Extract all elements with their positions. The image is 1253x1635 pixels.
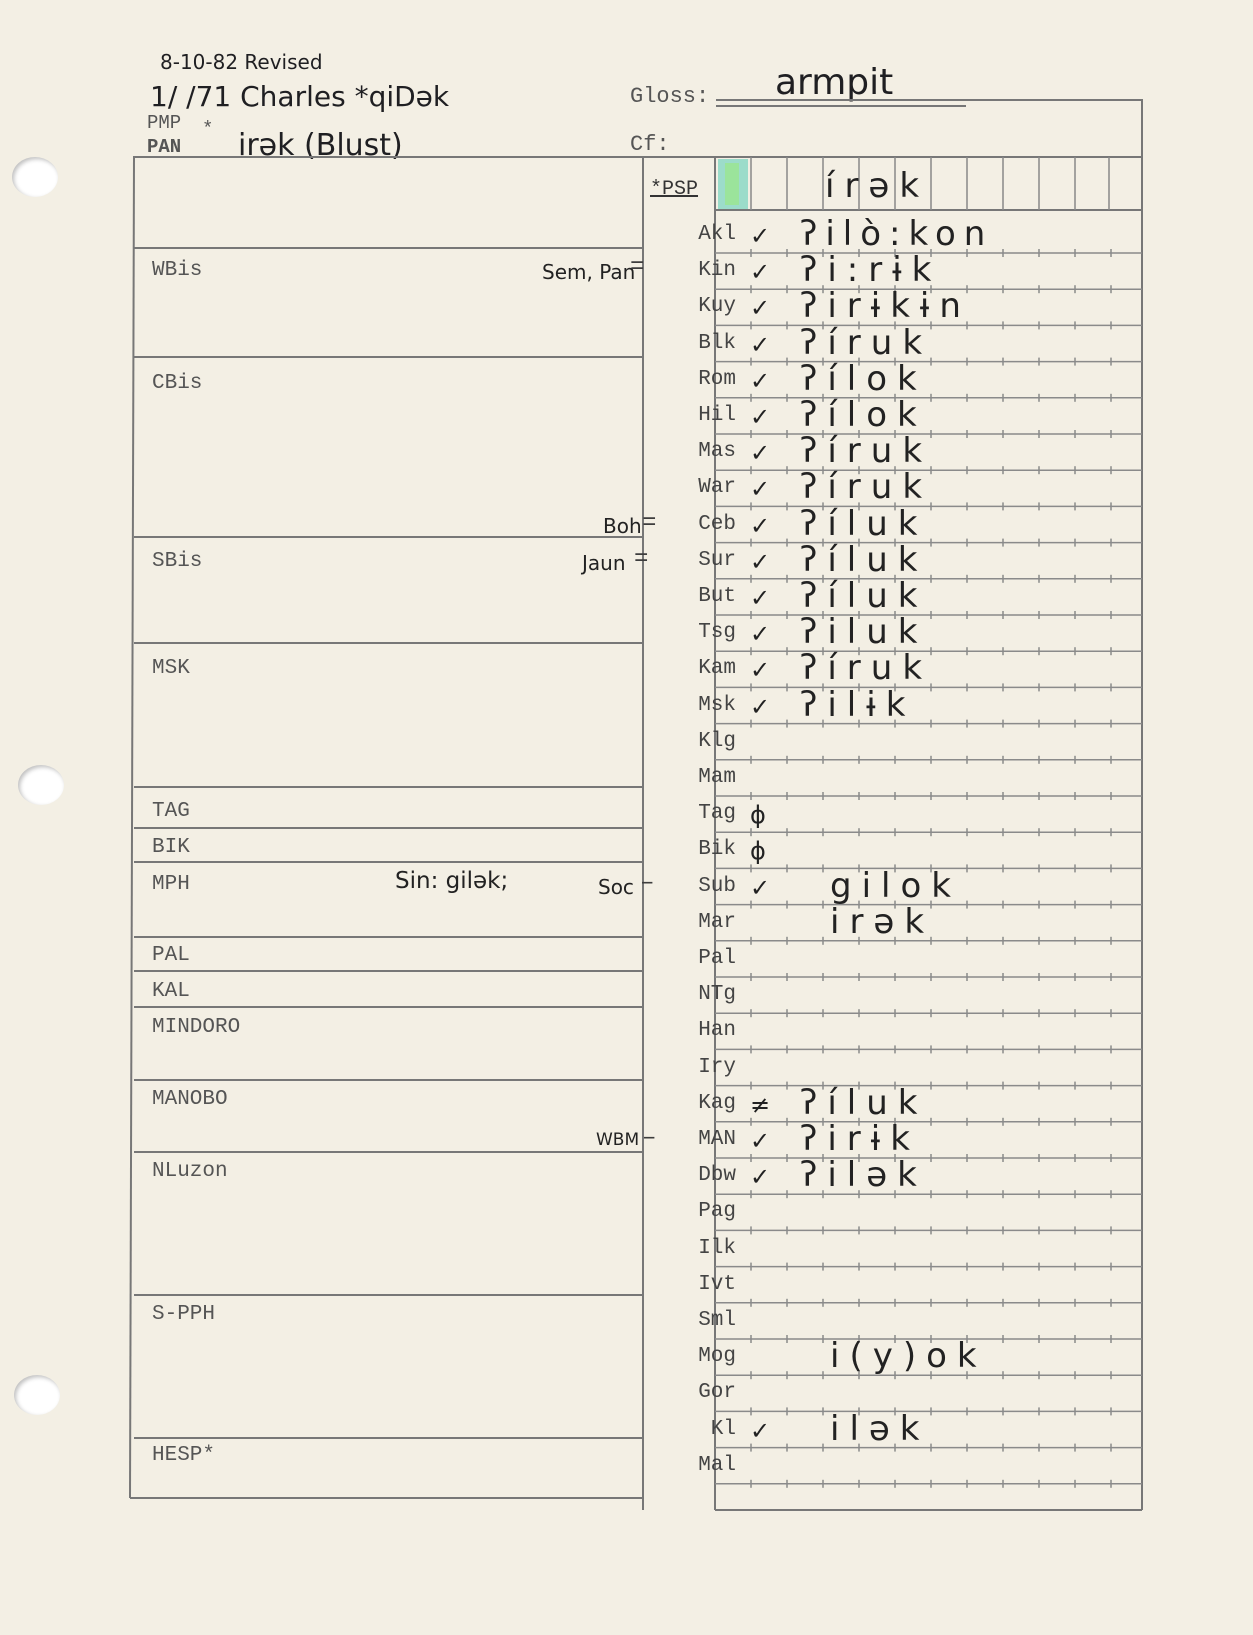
cognate-mark: ✓ xyxy=(750,1127,771,1155)
region-label: SBis xyxy=(152,550,203,573)
language-code: Kag xyxy=(698,1091,736,1115)
reflex-form: ʔíluk xyxy=(800,576,928,616)
language-code: Tsg xyxy=(698,621,736,645)
language-code: Ceb xyxy=(698,512,736,536)
language-code: Pal xyxy=(698,947,736,970)
language-code: Akl xyxy=(698,223,736,246)
cognate-mark: ✓ xyxy=(750,1416,771,1445)
reflex-form: ilək xyxy=(830,1408,930,1449)
reflex-form: irək xyxy=(830,901,935,942)
reflex-form: ʔíruk xyxy=(800,648,933,689)
cognate-mark: ϕ xyxy=(750,837,766,866)
language-code: Hil xyxy=(698,404,736,427)
cognate-mark: ✓ xyxy=(750,1163,771,1192)
reflex-form: ʔíluk xyxy=(800,503,928,544)
language-code: Sur xyxy=(698,548,736,572)
language-code: Bik xyxy=(698,838,736,862)
language-code: Kl xyxy=(710,1417,736,1441)
reflex-form: ʔirɨk xyxy=(800,1119,920,1159)
cognate-mark: ✓ xyxy=(750,439,771,468)
reflex-form: ʔilək xyxy=(800,1155,927,1196)
note-soc: Soc xyxy=(598,875,634,899)
cf-label: Cf: xyxy=(630,132,670,157)
language-code: Mar xyxy=(698,910,736,934)
cognate-mark: ✓ xyxy=(750,330,771,359)
language-code: Mam xyxy=(698,766,736,789)
language-code: Tag xyxy=(698,802,736,826)
cognate-mark: ✓ xyxy=(750,403,771,431)
cognate-mark: ✓ xyxy=(750,475,771,504)
language-code: NTg xyxy=(698,983,736,1007)
cognate-mark: ✓ xyxy=(750,511,771,540)
language-code: War xyxy=(698,476,736,500)
reflex-form: ʔi:rɨk xyxy=(800,250,942,291)
cognate-mark: ✓ xyxy=(750,873,771,902)
cognate-mark: ✓ xyxy=(750,584,771,612)
note-sem-pan: Sem, Pan xyxy=(542,260,636,284)
region-label: WBis xyxy=(152,259,203,282)
region-label: S-PPH xyxy=(152,1303,216,1326)
pmp-label: PMP xyxy=(147,112,182,134)
reflex-form: ʔíruk xyxy=(800,431,933,472)
region-label: NLuzon xyxy=(152,1160,228,1183)
language-code: Msk xyxy=(698,693,736,717)
language-code: Sub xyxy=(698,874,736,898)
language-code: Pag xyxy=(698,1200,736,1224)
cognate-mark: ✓ xyxy=(750,547,771,576)
language-code: Rom xyxy=(698,367,736,391)
note-boh: Boh xyxy=(603,514,642,538)
equals-jaun: = xyxy=(634,546,649,573)
reflex-form: ʔíruk xyxy=(800,467,933,508)
reflex-form: ʔílok xyxy=(800,395,927,435)
language-code: Sml xyxy=(698,1309,736,1332)
language-code: Ilk xyxy=(698,1236,736,1260)
language-code: Mog xyxy=(698,1345,736,1369)
region-label: BIK xyxy=(152,836,190,859)
note-sin: Sin: gilək; xyxy=(395,868,509,894)
region-label: PAL xyxy=(152,944,190,967)
language-code: Mas xyxy=(698,440,736,464)
psp-label: *PSP xyxy=(650,178,699,201)
reflex-form: i(y)ok xyxy=(830,1336,987,1377)
pan-form: irək (Blust) xyxy=(238,128,403,163)
reflex-form: ʔirɨkɨn xyxy=(800,286,971,327)
cognate-mark: ✓ xyxy=(750,366,771,395)
language-code: MAN xyxy=(698,1128,736,1151)
dash-wbm: – xyxy=(642,1125,657,1152)
cognate-mark: ✓ xyxy=(750,692,771,721)
region-label: MSK xyxy=(152,657,190,680)
note-jaun: Jaun xyxy=(582,551,626,575)
gloss-label: Gloss: xyxy=(630,84,710,109)
region-label: HESP* xyxy=(152,1444,216,1467)
region-label: MANOBO xyxy=(152,1088,228,1111)
language-code: Klg xyxy=(698,729,736,753)
region-label: KAL xyxy=(152,980,190,1003)
language-code: Han xyxy=(698,1019,736,1043)
cognate-mark: ≠ xyxy=(750,1090,771,1119)
language-code: Blk xyxy=(698,331,736,355)
reflex-form: ʔilò:kon xyxy=(800,214,994,254)
language-code: Kin xyxy=(698,259,736,283)
cognate-mark: ✓ xyxy=(750,258,771,287)
cognate-mark: ✓ xyxy=(750,656,771,685)
reflex-form: gilok xyxy=(830,865,961,906)
reflex-form: ʔíruk xyxy=(800,322,933,363)
language-code: Ivt xyxy=(698,1272,736,1296)
equals-boh: = xyxy=(642,510,657,537)
region-label: MINDORO xyxy=(152,1016,241,1039)
dash-soc: – xyxy=(640,870,655,897)
gloss-value: armpit xyxy=(775,62,894,103)
card-line: 1/ /71 Charles *qiDək xyxy=(150,80,450,113)
note-wbm: WBM xyxy=(596,1130,640,1150)
reflex-form: ʔíluk xyxy=(800,1082,928,1123)
cognate-mark: ✓ xyxy=(750,294,771,323)
cognate-mark: ϕ xyxy=(750,801,766,830)
region-label: TAG xyxy=(152,800,190,823)
language-code: Gor xyxy=(698,1381,736,1405)
cognate-mark: ✓ xyxy=(750,620,771,649)
pan-asterisk: * xyxy=(202,118,214,140)
date-line: 8-10-82 Revised xyxy=(160,50,323,74)
language-code: Iry xyxy=(698,1055,736,1079)
reflex-form: ʔilɨk xyxy=(800,684,916,725)
language-code: Dbw xyxy=(698,1164,736,1188)
language-code: Kuy xyxy=(698,295,736,319)
reflex-form: ʔiluk xyxy=(800,612,928,653)
reflex-form: ʔíluk xyxy=(800,539,928,580)
region-label: MPH xyxy=(152,873,190,896)
equals-sem: = xyxy=(630,254,645,281)
language-code: Mal xyxy=(698,1453,736,1477)
language-code: But xyxy=(698,585,736,608)
region-label: CBis xyxy=(152,372,203,395)
language-code: Kam xyxy=(698,657,736,681)
reflex-form: ʔílok xyxy=(800,358,927,399)
pan-label: PAN xyxy=(147,136,182,158)
psp-form: írək xyxy=(825,166,930,206)
cognate-mark: ✓ xyxy=(750,222,771,250)
